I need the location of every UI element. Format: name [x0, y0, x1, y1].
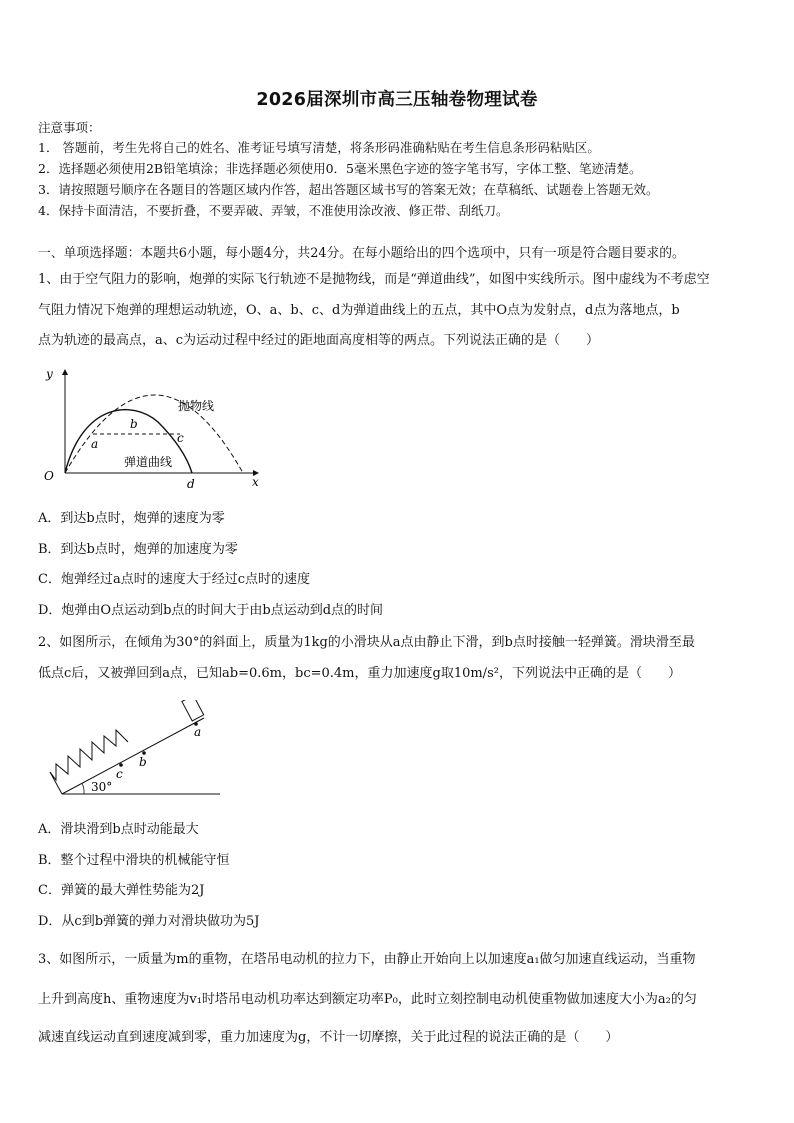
angle-label: 30°: [91, 780, 113, 794]
q3-stem-line-1: 3、如图所示，一质量为m的重物，在塔吊电动机的拉力下，由静止开始向上以加速度a₁做匀加速直线运动，当重物: [38, 952, 696, 967]
q2-option-b: B．整个过程中滑块的机械能守恒: [38, 853, 230, 868]
notice-item-1: 1． 答题前，考生先将自己的姓名、准考证号填写清楚，将条形码准确粘贴在考生信息条形码粘贴区。: [38, 140, 600, 155]
q2-point-a-label: a: [194, 725, 202, 739]
q1-stem-line-1: 1、由于空气阻力的影响，炮弹的实际飞行轨迹不是抛物线，而是“弹道曲线”，如图中实线所示。图中虚线为不考虑空: [38, 272, 710, 287]
notice-item-4: 4．保持卡面清洁，不要折叠，不要弄破、弄皱，不准使用涂改液、修正带、刮纸刀。: [38, 203, 509, 218]
point-d-label: d: [187, 477, 195, 491]
q2-option-a: A．滑块滑到b点时动能最大: [38, 822, 199, 837]
q1-option-c: C．炮弹经过a点时的速度大于经过c点时的速度: [38, 572, 310, 587]
origin-label: O: [44, 469, 54, 483]
section-heading: 一、单项选择题：本题共6小题，每小题4分，共24分。在每小题给出的四个选项中，只有一项是符合题目要求的。: [38, 246, 685, 261]
notice-item-2: 2．选择题必须使用2B铅笔填涂；非选择题必须使用0．5毫米黑色字迹的签字笔书写，字体工整、笔迹清楚。: [38, 161, 642, 176]
point-a-label: a: [91, 437, 99, 451]
q1-option-a: A．到达b点时，炮弹的速度为零: [38, 511, 225, 526]
parabola-label: 抛物线: [178, 399, 215, 413]
slider-block: [182, 700, 204, 721]
q1-stem-line-2: 气阻力情况下炮弹的理想运动轨迹，O、a、b、c、d为弹道曲线上的五点，其中O点为发射点，d点为落地点，b: [38, 303, 680, 318]
q2-incline-figure: [44, 700, 224, 798]
angle-arc: [82, 783, 84, 794]
page-title: 2026届深圳市高三压轴卷物理试卷: [256, 90, 538, 110]
q2-stem-line-1: 2、如图所示，在倾角为30°的斜面上，质量为1kg的小滑块从a点由静止下滑，到b点时接触一轻弹簧。滑块滑至最: [38, 635, 695, 650]
notice-heading: 注意事项：: [38, 120, 101, 135]
incline-line: [62, 718, 204, 794]
q1-stem-line-3: 点为轨迹的最高点，a、c为运动过程中经过的距地面高度相等的两点。下列说法正确的是（ ）: [38, 333, 600, 348]
q2-option-d: D．从c到b弹簧的弹力对滑块做功为5J: [38, 914, 260, 929]
q2-stem-line-2: 低点c后，又被弹回到a点，已知ab=0.6m，bc=0.4m，重力加速度g取10m/s²，下列说法中正确的是（ ）: [38, 666, 681, 681]
q3-stem-line-3: 减速直线运动直到速度减到零，重力加速度为g，不计一切摩擦，关于此过程的说法正确的是（ ）: [38, 1030, 619, 1045]
q1-option-d: D．炮弹由O点运动到b点的时间大于由b点运动到d点的时间: [38, 603, 384, 618]
q3-stem-line-2: 上升到高度h、重物速度为v₁时塔吊电动机功率达到额定功率P₀，此时立刻控制电动机使重物做加速度大小为a₂的匀: [38, 992, 697, 1007]
y-axis-label: y: [46, 367, 53, 381]
q1-trajectory-figure: [38, 362, 268, 494]
q1-option-b: B．到达b点时，炮弹的加速度为零: [38, 542, 238, 557]
q2-point-c-label: c: [116, 767, 123, 781]
x-axis-label: x: [252, 475, 259, 489]
q2-option-c: C．弹簧的最大弹性势能为2J: [38, 883, 205, 898]
q2-point-b-label: b: [139, 755, 147, 769]
point-b-label: b: [130, 417, 138, 431]
point-c-label: c: [177, 431, 184, 445]
trajectory-label: 弹道曲线: [124, 455, 173, 469]
notice-item-3: 3．请按照题号顺序在各题目的答题区域内作答，超出答题区域书写的答案无效；在草稿纸、试题卷上答题无效。: [38, 182, 659, 197]
